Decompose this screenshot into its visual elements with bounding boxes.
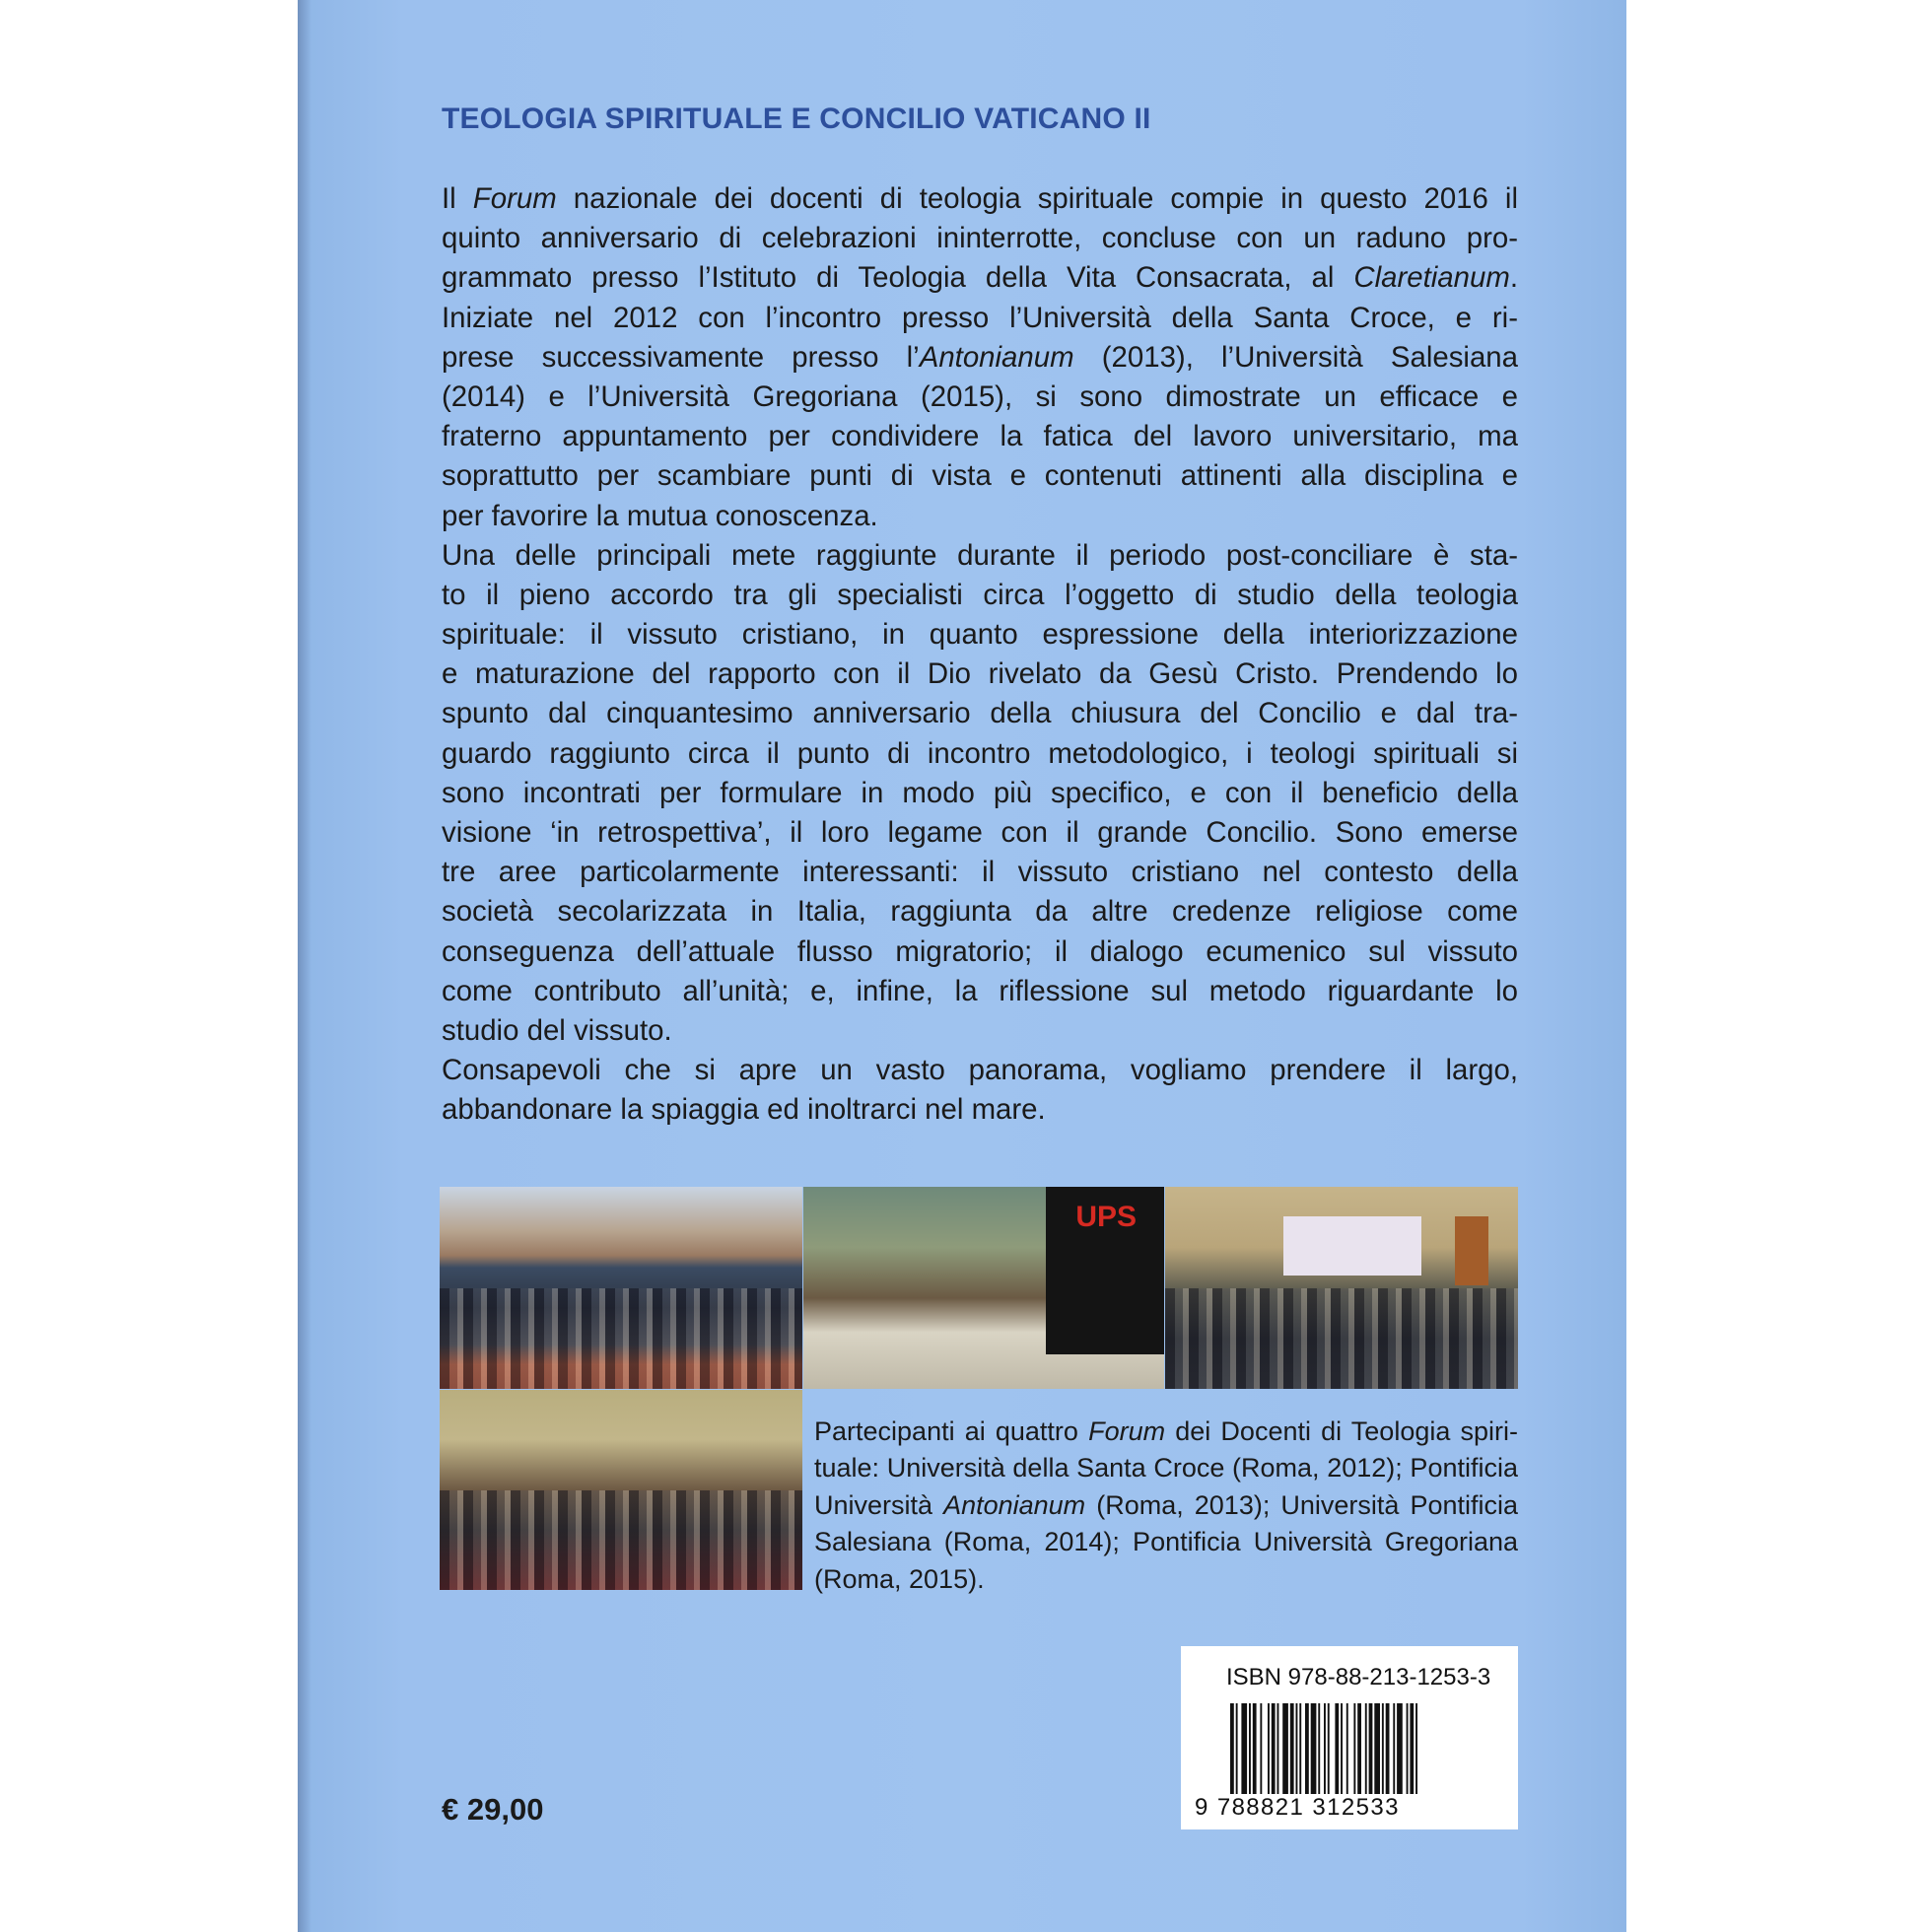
isbn-label: ISBN 978-88-213-1253-3 [1226,1664,1491,1690]
photo-audience [440,1390,802,1590]
caption-line: Università Antonianum (Roma, 2013); Università Pontificia [814,1489,1518,1520]
blurb-line: (2014) e l’Università Gregoriana (2015), si sono dimostrate un efficace e [442,380,1518,413]
caption-line: Partecipanti ai quattro Forum dei Docenti di Teologia spiri- [814,1416,1518,1446]
blurb-line: Una delle principali mete raggiunte durante il periodo post-conciliare è sta- [442,538,1518,572]
blurb-line: Consapevoli che si apre un vasto panorama, vogliamo prendere il largo, [442,1054,1518,1087]
photo-audience-people [440,1490,802,1591]
blurb-italic: Forum [472,182,557,215]
blurb-line: spirituale: il vissuto cristiano, in quanto espressione della interiorizzazione [442,618,1518,652]
blurb-line: quinto anniversario di celebrazioni ininterrotte, concluse con un raduno pro- [442,222,1518,255]
photo-panel-speakers [803,1187,1164,1389]
caption-italic: Forum [1088,1416,1166,1446]
photo-caption [814,1414,1518,1598]
blurb-line: to il pieno accordo tra gli specialisti circa l’oggetto di studio della teologia [442,578,1518,611]
book-back-cover [298,0,1626,1932]
projection-screen [1283,1216,1421,1276]
blurb-line: conseguenza dell’attuale flusso migratorio; il dialogo ecumenico sul vissuto [442,934,1518,968]
caption-line: (Roma, 2015). [814,1563,985,1594]
blurb-line: come contributo all’unità; e, infine, la riflessione sul metodo riguardante lo [442,974,1518,1007]
blurb-line: abbandonare la spiaggia ed inoltrarci nel mare. [442,1093,1046,1127]
blurb-line: e maturazione del rapporto con il Dio rivelato da Gesù Cristo. Prendendo lo [442,657,1518,691]
blurb-line: società secolarizzata in Italia, raggiunta da altre credenze religiose come [442,895,1518,929]
barcode-digits: 9 788821 312533 [1195,1794,1400,1821]
blurb-line: grammato presso l’Istituto di Teologia della Vita Consacrata, al Claretianum. [442,261,1518,295]
blurb-line: tre aree particolarmente interessanti: il vissuto cristiano nel contesto della [442,856,1518,889]
blurb-line: Il Forum nazionale dei docenti di teologia spirituale compie in questo 2016 il [442,182,1518,215]
blurb-line: prese successivamente presso l’Antonianum (2013), l’Università Salesiana [442,340,1518,374]
spine-shadow [298,0,311,1932]
caption-line: Salesiana (Roma, 2014); Pontificia Università Gregoriana [814,1527,1518,1557]
photo-group-rooftop [440,1187,802,1389]
blurb-line: fraterno appuntamento per condividere la fatica del lavoro universitario, ma [442,420,1518,453]
blurb-line: sono incontrati per formulare in modo più specifico, e con il beneficio della [442,776,1518,809]
barcode-icon [1230,1703,1477,1794]
price-label: € 29,00 [442,1792,544,1827]
blurb-line: soprattutto per scambiare punti di vista e contenuti attinenti alla disciplina e [442,459,1518,493]
photo-group-people [440,1288,802,1390]
blurb-italic: Claretianum [1353,261,1510,295]
caption-line: tuale: Università della Santa Croce (Roma, 2012); Pontificia [814,1453,1518,1484]
photo-hall-people [1165,1288,1518,1390]
blurb-line: spunto dal cinquantesimo anniversario della chiusura del Concilio e dal tra- [442,697,1518,730]
blurb-line: per favorire la mutua conoscenza. [442,499,878,532]
blurb-line: guardo raggiunto circa il punto di incontro metodologico, i teologi spirituali si [442,736,1518,770]
cover-title: TEOLOGIA SPIRITUALE E CONCILIO VATICANO II [442,103,1151,135]
blurb-line: studio del vissuto. [442,1013,672,1047]
blurb-line: Iniziate nel 2012 con l’incontro presso l’Università della Santa Croce, e ri- [442,301,1518,334]
barcode-box [1181,1646,1518,1829]
blurb-italic: Antonianum [919,340,1074,374]
blurb-text [442,179,1518,1131]
caption-italic: Antonianum [943,1489,1086,1520]
crucifix-icon [1455,1216,1488,1285]
blurb-line: visione ‘in retrospettiva’, il loro legame con il grande Concilio. Sono emerse [442,816,1518,849]
ups-sign-label: UPS [1075,1201,1137,1233]
photo-group-hall [1165,1187,1518,1389]
